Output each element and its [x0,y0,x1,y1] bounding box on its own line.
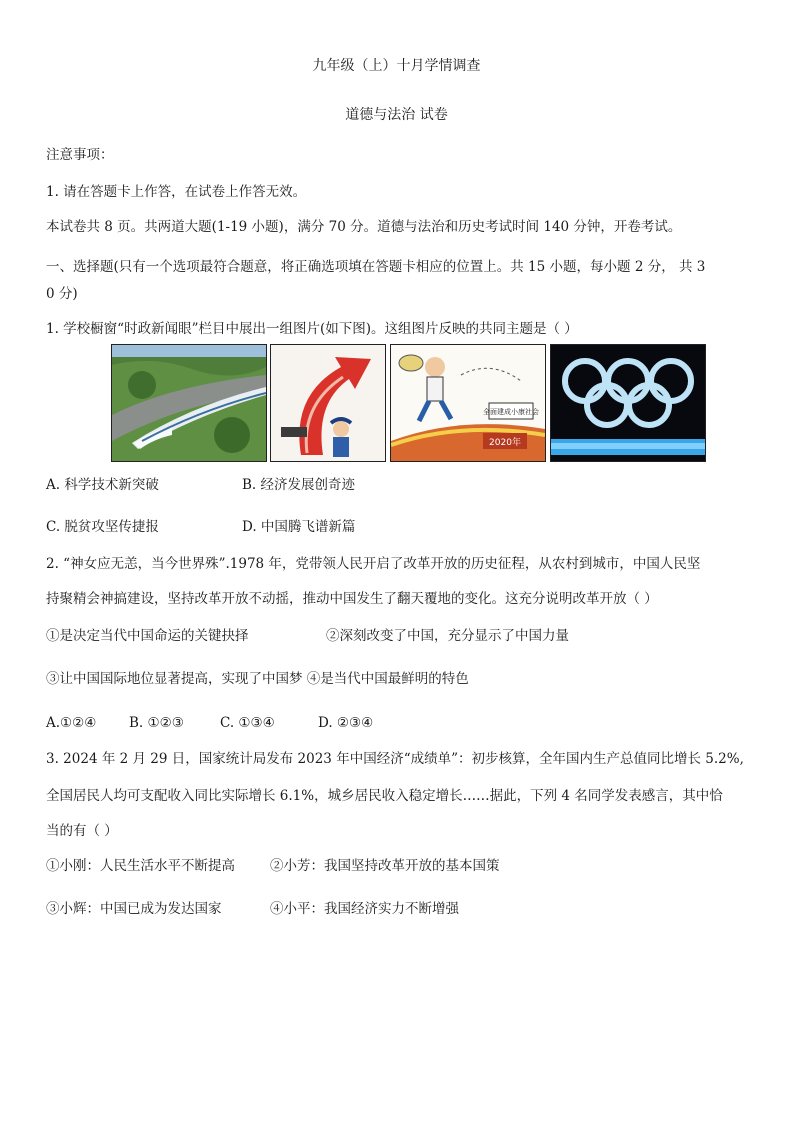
poster-text: 全面建成小康社会 [483,408,539,416]
question-1-option-b: B. 经济发展创奇迹 [242,477,356,493]
high-speed-train-photo [111,344,267,462]
question-2-stem-cont: 持聚精会神搞建设，坚持改革开放不动摇，推动中国发生了翻天覆地的变化。这充分说明改革开放（ ） [46,591,658,607]
section-heading-cont: 0 分) [46,286,78,302]
notice-heading: 注意事项： [46,147,114,163]
question-2-option-a: A.①②④ [46,715,97,731]
question-3-stem-cont: 全国居民人均可支配收入同比实际增长 6.1%，城乡居民收入稳定增长……据此，下列 4 名同学发表感言，其中恰 [46,788,723,804]
question-3-statement-2: ②小芳：我国坚持改革开放的基本国策 [270,858,500,874]
question-3-statement-4: ④小平：我国经济实力不断增强 [270,901,459,917]
question-3-stem-end: 当的有（ ） [46,823,118,839]
page-title: 九年级（上）十月学情调查 [312,58,481,74]
question-2-stem: 2. “神女应无恙，当今世界殊”.1978 年，党带领人民开启了改革开放的历史征程，从农村到城市，中国人民坚 [46,556,701,572]
question-3-stem: 3. 2024 年 2 月 29 日，国家统计局发布 2023 年中国经济“成绩单”：初步核算，全年国内生产总值同比增长 5.2%, [46,751,744,767]
question-2-statement-2: ②深刻改变了中国，充分显示了中国力量 [326,628,569,644]
question-1-images [111,344,705,462]
question-3-statement-3: ③小辉：中国已成为发达国家 [46,901,222,917]
page-subtitle: 道德与法治 试卷 [345,107,448,123]
poster-year: 2020年 [489,438,521,448]
question-2-option-d: D. ②③④ [318,715,374,731]
olympic-rings-ice [550,344,706,462]
section-heading: 一、选择题(只有一个选项最符合题意，将正确选项填在答题卡相应的位置上。共 15 小题，每小题 2 分， 共 3 [46,259,706,275]
question-3-statement-1: ①小刚：人民生活水平不断提高 [46,858,235,874]
reform-arrow-cartoon [270,344,386,462]
notice-item-2: 本试卷共 8 页。共两道大题(1-19 小题)，满分 70 分。道德与法治和历史考试时间 140 分钟，开卷考试。 [46,219,682,235]
poverty-alleviation-cartoon [390,344,546,462]
question-2-option-c: C. ①③④ [220,715,275,731]
notice-item-1: 1. 请在答题卡上作答，在试卷上作答无效。 [46,184,307,200]
question-1-option-c: C. 脱贫攻坚传捷报 [46,519,159,535]
question-2-statement-3-4: ③让中国国际地位显著提高，实现了中国梦 ④是当代中国最鲜明的特色 [46,671,469,687]
question-1-option-a: A. 科学技术新突破 [46,477,159,493]
question-2-statement-1: ①是决定当代中国命运的关键抉择 [46,628,249,644]
question-2-option-b: B. ①②③ [129,715,184,731]
question-1-stem: 1. 学校橱窗“时政新闻眼”栏目中展出一组图片(如下图)。这组图片反映的共同主题是（ ） [46,321,578,337]
question-1-option-d: D. 中国腾飞谱新篇 [242,519,356,535]
